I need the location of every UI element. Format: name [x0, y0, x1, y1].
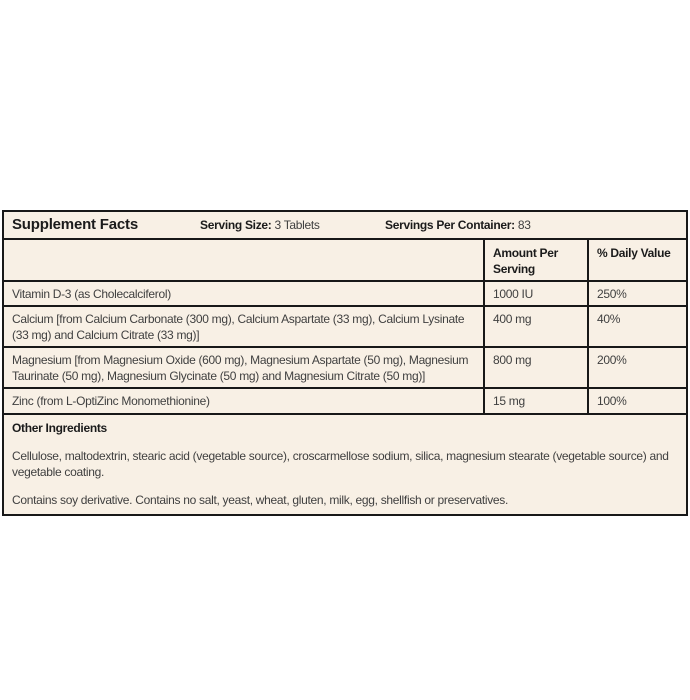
other-ingredients-heading: Other Ingredients	[12, 421, 107, 435]
serving-size-label: Serving Size:	[200, 218, 272, 232]
serving-size	[200, 217, 320, 233]
nutrient-row-vitamin-d3	[4, 282, 686, 307]
nutrient-row-magnesium	[4, 348, 686, 389]
allergen-text: Contains soy derivative. Contains no salt, yeast, wheat, gluten, milk, egg, shellfish or preservatives.	[12, 493, 509, 507]
servings-per-container	[385, 217, 531, 233]
nutrient-name: Zinc (from L-OptiZinc Monomethionine)	[12, 394, 210, 408]
nutrient-amount: 800 mg	[483, 348, 587, 387]
nutrient-name: Calcium [from Calcium Carbonate (300 mg), Calcium Aspartate (33 mg), Calcium Lysinate (33 mg) and Calcium Citrate (33 mg)]	[12, 312, 465, 342]
nutrient-daily-value: 250%	[587, 282, 686, 305]
column-header-row	[4, 240, 686, 282]
column-header-blank	[4, 240, 483, 280]
column-header-daily-value: % Daily Value	[587, 240, 686, 280]
nutrient-row-zinc	[4, 389, 686, 415]
nutrient-name: Magnesium [from Magnesium Oxide (600 mg), Magnesium Aspartate (50 mg), Magnesium Taurinate (50 mg), Magnesium Glycinate (50 mg) and Magnesium Citrate (50 mg)]	[12, 353, 469, 383]
servings-per-container-label: Servings Per Container:	[385, 218, 515, 232]
serving-size-value: 3 Tablets	[271, 218, 320, 232]
nutrient-amount: 15 mg	[483, 389, 587, 413]
nutrient-daily-value: 200%	[587, 348, 686, 387]
nutrient-amount: 400 mg	[483, 307, 587, 346]
nutrient-daily-value: 40%	[587, 307, 686, 346]
label-title: Supplement Facts	[12, 216, 138, 233]
nutrient-daily-value: 100%	[587, 389, 686, 413]
column-header-amount: Amount Per Serving	[483, 240, 587, 280]
servings-per-container-value: 83	[514, 218, 531, 232]
other-ingredients-section	[4, 415, 686, 514]
label-title-row	[4, 212, 686, 240]
nutrient-name: Vitamin D-3 (as Cholecalciferol)	[12, 287, 171, 301]
nutrient-row-calcium	[4, 307, 686, 348]
other-ingredients-text: Cellulose, maltodextrin, stearic acid (vegetable source), croscarmellose sodium, silica, magnesium stearate (vegetable source) and vegetable coating.	[12, 449, 669, 479]
nutrient-amount: 1000 IU	[483, 282, 587, 305]
supplement-facts-label	[2, 210, 688, 516]
